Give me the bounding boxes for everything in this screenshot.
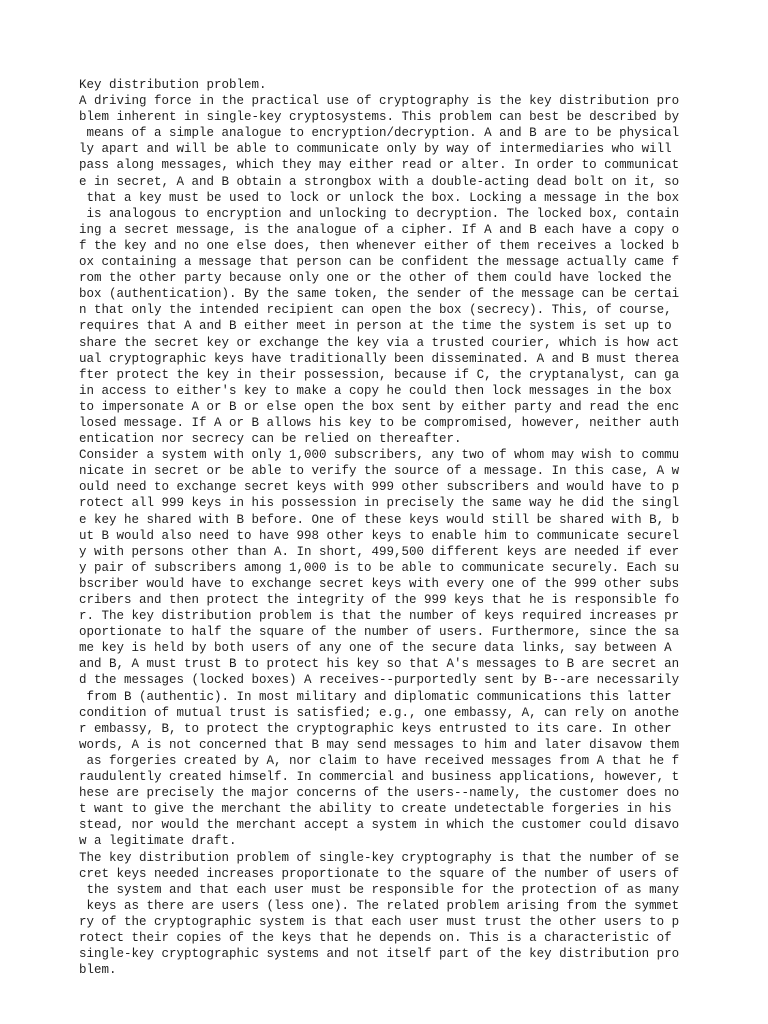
text-line: ing a secret message, is the analogue of a cipher. If A and B each have a copy o xyxy=(79,222,680,237)
text-line: The key distribution problem of single-key cryptography is that the number of se xyxy=(79,850,680,865)
text-line: ould need to exchange secret keys with 999 other subscribers and would have to p xyxy=(79,480,680,495)
text-line: entication nor secrecy can be relied on thereafter. xyxy=(79,432,462,447)
text-line: box (authentication). By the same token, the sender of the message can be certai xyxy=(79,287,680,302)
text-line: cribers and then protect the integrity of the 999 keys that he is responsible fo xyxy=(79,593,680,607)
text-line: r. The key distribution problem is that the number of keys required increases pr xyxy=(79,609,680,624)
text-line: as forgeries created by A, nor claim to have received messages from A that he f xyxy=(79,753,680,768)
document-title: Key distribution problem. xyxy=(79,78,267,92)
text-line: the system and that each user must be responsible for the protection of as many xyxy=(79,882,680,897)
text-line: hese are precisely the major concerns of the users--namely, the customer does no xyxy=(79,786,680,801)
text-line: is analogous to encryption and unlocking to decryption. The locked box, contain xyxy=(79,206,680,221)
text-line: y pair of subscribers among 1,000 is to be able to communicate securely. Each su xyxy=(79,560,680,575)
text-line: that a key must be used to lock or unlock the box. Locking a message in the box xyxy=(79,190,680,205)
document-body xyxy=(79,77,719,978)
text-line: oportionate to half the square of the number of users. Furthermore, since the sa xyxy=(79,625,680,640)
text-line: ut B would also need to have 998 other keys to enable him to communicate securel xyxy=(79,528,680,543)
text-line: A driving force in the practical use of cryptography is the key distribution pro xyxy=(79,94,680,109)
text-line: single-key cryptographic systems and not itself part of the key distribution pro xyxy=(79,947,680,962)
text-line: r embassy, B, to protect the cryptographic keys entrusted to its care. In other xyxy=(79,721,672,736)
text-line: f the key and no one else does, then whenever either of them receives a locked b xyxy=(79,238,680,253)
text-line: me key is held by both users of any one of the secure data links, say between A xyxy=(79,641,672,656)
text-line: Consider a system with only 1,000 subscribers, any two of whom may wish to commu xyxy=(79,448,680,463)
text-line: means of a simple analogue to encryption/decryption. A and B are to be physical xyxy=(79,126,680,141)
text-line: losed message. If A or B allows his key to be compromised, however, neither auth xyxy=(79,415,680,430)
text-line: ox containing a message that person can be confident the message actually came f xyxy=(79,255,680,270)
text-line: in access to either's key to make a copy he could then lock messages in the box xyxy=(79,383,672,398)
text-line: e in secret, A and B obtain a strongbox with a double-acting dead bolt on it, so xyxy=(79,174,680,189)
text-line: fter protect the key in their possession, because if C, the cryptanalyst, can ga xyxy=(79,367,680,382)
text-line: share the secret key or exchange the key via a trusted courier, which is how act xyxy=(79,335,680,350)
text-line: rotect their copies of the keys that he depends on. This is a characteristic of xyxy=(79,930,672,945)
text-line: n that only the intended recipient can open the box (secrecy). This, of course, xyxy=(79,303,672,318)
text-line: words, A is not concerned that B may send messages to him and later disavow them xyxy=(79,737,680,752)
text-line: rotect all 999 keys in his possession in precisely the same way he did the singl xyxy=(79,496,680,511)
text-line: blem. xyxy=(79,963,117,978)
text-line: and B, A must trust B to protect his key so that A's messages to B are secret an xyxy=(79,657,680,672)
text-line: w a legitimate draft. xyxy=(79,834,237,849)
text-line: cret keys needed increases proportionate to the square of the number of users of xyxy=(79,866,680,881)
text-line: ual cryptographic keys have traditionally been disseminated. A and B must therea xyxy=(79,351,680,366)
text-line: to impersonate A or B or else open the box sent by either party and read the enc xyxy=(79,399,680,414)
text-line: bscriber would have to exchange secret keys with every one of the 999 other subs xyxy=(79,576,680,591)
text-line: ry of the cryptographic system is that each user must trust the other users to p xyxy=(79,914,680,929)
text-line: y with persons other than A. In short, 499,500 different keys are needed if ever xyxy=(79,544,680,559)
text-line: requires that A and B either meet in person at the time the system is set up to xyxy=(79,319,672,334)
text-line: nicate in secret or be able to verify the source of a message. In this case, A w xyxy=(79,464,680,479)
text-line: t want to give the merchant the ability to create undetectable forgeries in his xyxy=(79,802,672,817)
text-line: blem inherent in single-key cryptosystems. This problem can best be described by xyxy=(79,110,680,125)
text-line: d the messages (locked boxes) A receives--purportedly sent by B--are necessarily xyxy=(79,673,680,688)
text-line: raudulently created himself. In commercial and business applications, however, t xyxy=(79,770,680,785)
text-line: rom the other party because only one or the other of them could have locked the xyxy=(79,271,672,286)
text-line: e key he shared with B before. One of these keys would still be shared with B, b xyxy=(79,512,680,527)
text-line: stead, nor would the merchant accept a system in which the customer could disavo xyxy=(79,818,680,833)
text-line: from B (authentic). In most military and diplomatic communications this latter xyxy=(79,689,672,704)
text-line: pass along messages, which they may either read or alter. In order to communicat xyxy=(79,158,680,173)
text-line: keys as there are users (less one). The related problem arising from the symmet xyxy=(79,898,680,913)
text-line: condition of mutual trust is satisfied; e.g., one embassy, A, can rely on anothe xyxy=(79,705,680,720)
text-line: ly apart and will be able to communicate only by way of intermediaries who will xyxy=(79,142,672,157)
